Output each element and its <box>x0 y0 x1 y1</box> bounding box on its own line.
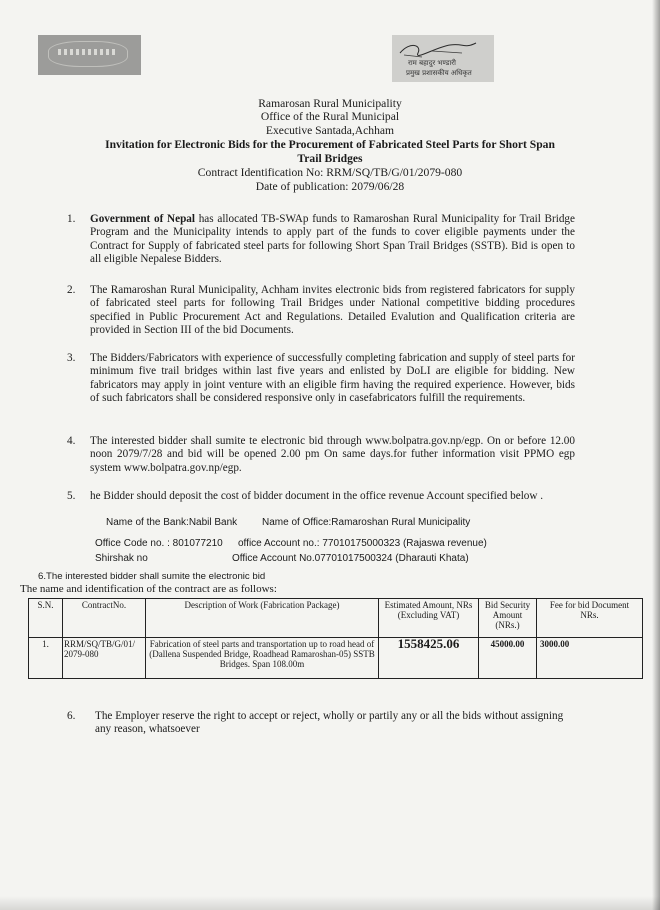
scan-edge-shadow <box>652 0 660 910</box>
item-2-number: 2. <box>67 284 76 296</box>
contract-table <box>28 598 643 679</box>
cell-description: Fabrication of steel parts and transportation up to road head of (Dallena Suspended Bridge, Roadhead Ramaroshan-05) SSTB Bridges. Span 108.00m <box>146 638 379 679</box>
header-municipality: Ramarosan Rural Municipality <box>258 97 402 110</box>
title-line-2: Trail Bridges <box>297 152 363 165</box>
item-1-text <box>90 213 575 266</box>
stamp-text-name: राम बहादुर भण्डारी <box>408 59 456 67</box>
stamp-text-title: प्रमुख प्रशासकीय अधिकृत <box>406 69 472 77</box>
branch-name: Shirshak no <box>95 553 148 564</box>
col-header-description: Description of Work (Fabrication Package) <box>146 599 379 638</box>
cell-estimated: 1558425.06 <box>379 638 479 679</box>
item-3-number: 3. <box>67 352 76 364</box>
header-address: Executive Santada,Achham <box>265 124 395 137</box>
col-header-sn: S.N. <box>29 599 63 638</box>
final-number: 6. <box>67 710 76 722</box>
line-6-interested-bidder: 6.The interested bidder shall sumite the electronic bid <box>38 571 266 582</box>
seal-stamp-left <box>38 35 141 75</box>
col-header-estimated: Estimated Amount, NRs (Excluding VAT) <box>379 599 479 638</box>
item-1-lead: Government of Nepal <box>90 213 195 225</box>
col-header-contract-no: ContractNo. <box>63 599 146 638</box>
item-2-text: The Ramaroshan Rural Municipality, Achham invites electronic bids from registered fabricators for supply of fabricated steel parts for following Trail Bridges under National competitive bidding procedures specified in Public Procurement Act and Regulations. Detailed Evalution and Qualification criteria are provided in Section III of the bid Documents. <box>90 284 575 336</box>
table-header-row <box>29 599 643 638</box>
col-header-security: Bid Security Amount (NRs.) <box>479 599 537 638</box>
item-5-number: 5. <box>67 490 76 502</box>
item-4-number: 4. <box>67 435 76 447</box>
contract-identification: Contract Identification No: RRM/SQ/TB/G/01/2079-080 <box>197 166 463 179</box>
cell-security: 45000.00 <box>479 638 537 679</box>
table-intro: The name and identification of the contract are as follows: <box>20 583 277 595</box>
publication-date: Date of publication: 2079/06/28 <box>255 180 405 193</box>
cell-contract-no: RRM/SQ/TB/G/01/ 2079-080 <box>63 638 146 679</box>
final-text: The Employer reserve the right to accept or reject, wholly or partily any or all the bids without assigning any reason, whatsoever <box>95 710 564 736</box>
cell-fee: 3000.00 <box>537 638 643 679</box>
item-5-text: he Bidder should deposit the cost of bidder document in the office revenue Account specified below . <box>90 490 544 502</box>
bank-name: Name of the Bank:Nabil Bank <box>106 517 238 528</box>
header-office: Office of the Rural Municipal <box>260 110 400 123</box>
deposit-account: Office Account No.07701017500324 (Dharauti Khata) <box>232 553 469 564</box>
table-row <box>29 638 643 679</box>
revenue-account: office Account no.: 77010175000323 (Rajaswa revenue) <box>238 538 487 549</box>
item-4-text: The interested bidder shall sumite te electronic bid through www.bolpatra.gov.np/egp. On or before 12.00 noon 2079/7/28 and bid will be opened 2.00 pm On same days.for futher information visit PPMO egp system www.bolpatra.gov.np/egp. <box>90 435 575 474</box>
cell-sn: 1. <box>29 638 63 679</box>
office-name: Name of Office:Ramaroshan Rural Municipality <box>262 517 471 528</box>
signature-stamp-right <box>392 35 494 82</box>
title-line-1: Invitation for Electronic Bids for the Procurement of Fabricated Steel Parts for Short Span <box>105 138 555 151</box>
item-1-number: 1. <box>67 213 76 225</box>
office-code: Office Code no. : 801077210 <box>95 538 223 549</box>
item-1-body: has allocated TB-SWAp funds to Ramaroshan Rural Municipality for Trail Bridge Program and the Municipality intends to apply part of the funds to cover eligible payments under the Contract for Supply of fabricated steel parts for following Short Span Trail Bridges (SSTB). Bid is open to all eligible Nepalese Bidders. <box>90 213 575 265</box>
scan-bottom-shadow <box>0 896 660 910</box>
item-3-text: The Bidders/Fabricators with experience of successfully completing fabrication and supply of steel parts for minimum five trail bridges within last five years and enlisted by DoLI are eligible for bidding. New fabricators may apply in joint venture with an eligible firm having the required experience. However, bids of such fabricators shall be considered responsive only in casefabricators fulfill the requirements. <box>90 352 575 404</box>
col-header-fee: Fee for bid Document NRs. <box>537 599 643 638</box>
